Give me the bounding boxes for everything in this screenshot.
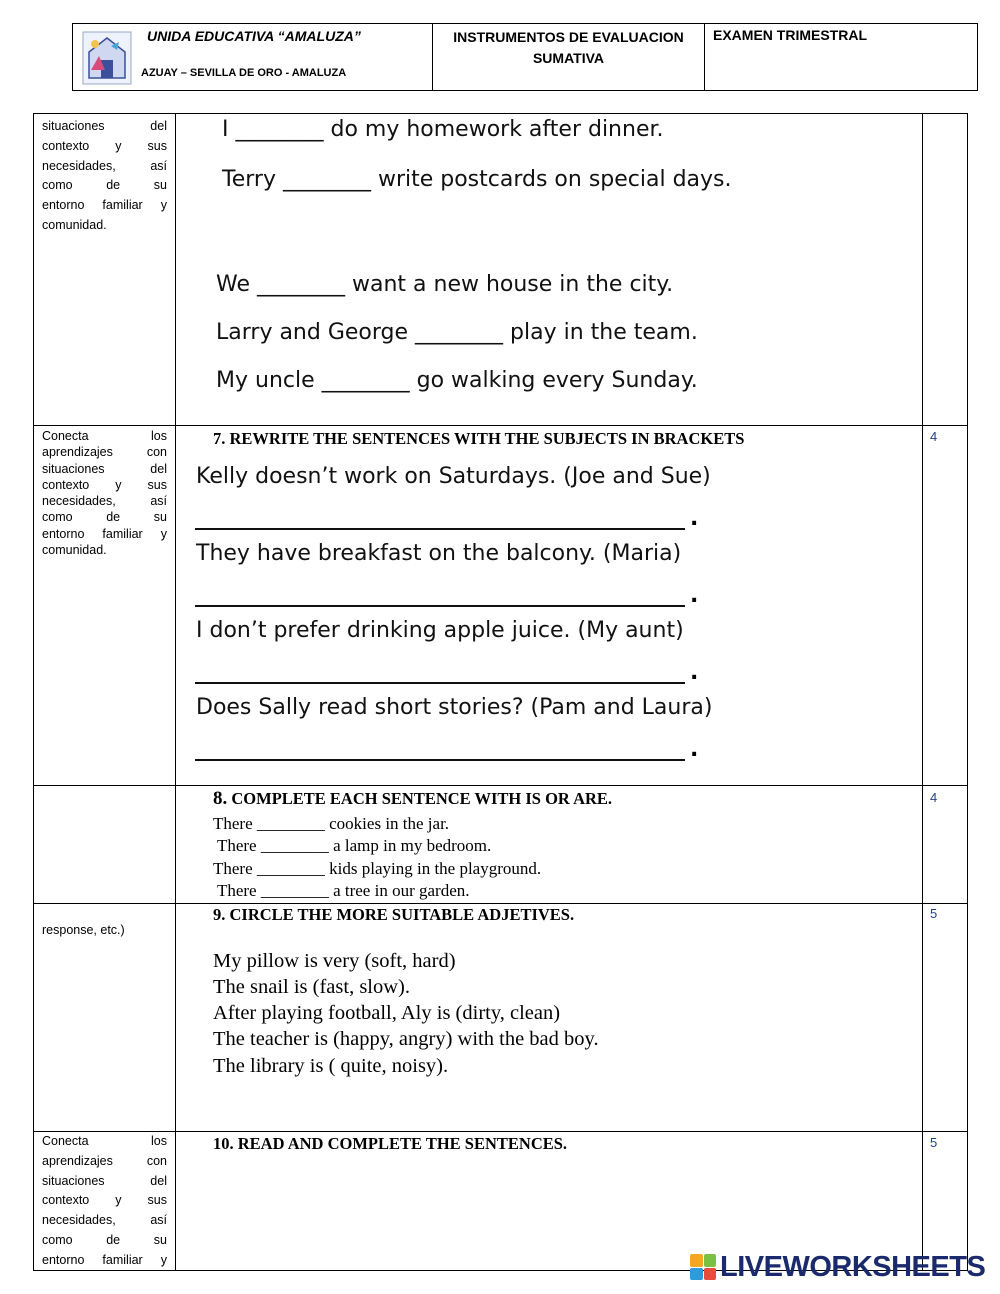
logo-square	[704, 1254, 717, 1267]
rewrite-sentence: Kelly doesn’t work on Saturdays. (Joe and Sue)	[196, 464, 711, 489]
answer-line-period: .	[690, 737, 699, 762]
exam-type: EXAMEN TRIMESTRAL	[713, 27, 867, 43]
school-name: UNIDA EDUCATIVA “AMALUZA”	[147, 28, 361, 44]
school-location: AZUAY – SEVILLA DE ORO - AMALUZA	[141, 67, 347, 79]
criteria-line: entorno familiar y	[42, 198, 167, 213]
answer-line-period: .	[690, 660, 699, 685]
criteria-line: necesidades, así	[42, 494, 167, 509]
question-8-score: 4	[930, 790, 938, 805]
exercise-sentence: I ________ do my homework after dinner.	[222, 117, 664, 142]
exercise-sentence: We ________ want a new house in the city.	[216, 272, 674, 297]
criteria-line: necesidades, así	[42, 158, 167, 173]
criteria-line: contexto y sus	[42, 477, 167, 492]
answer-line[interactable]	[195, 682, 685, 684]
school-crest-icon	[81, 30, 133, 86]
exam-table	[33, 113, 968, 1271]
logo-square	[690, 1254, 703, 1267]
header-school-cell	[73, 24, 433, 90]
fill-sentence: There ________ a tree in our garden.	[213, 881, 470, 900]
answer-line[interactable]	[195, 759, 685, 761]
answer-line[interactable]	[195, 605, 685, 607]
adjective-sentence[interactable]: The library is ( quite, noisy).	[213, 1055, 449, 1077]
question-7-score: 4	[930, 429, 938, 444]
answer-line[interactable]	[195, 528, 685, 530]
fill-sentence: There ________ kids playing in the playground.	[213, 859, 542, 878]
liveworksheets-logo-text: LIVEWORKSHEETS	[720, 1250, 986, 1283]
instrument-line1: INSTRUMENTOS DE EVALUACION	[453, 29, 684, 45]
liveworksheets-logo-icon	[690, 1254, 716, 1280]
criteria-line: aprendizajes con	[42, 445, 167, 460]
criteria-line: como de su	[42, 178, 167, 193]
criteria-line: Conecta los	[42, 429, 167, 443]
criteria-line: como de su	[42, 1232, 167, 1247]
question-8-text: COMPLETE EACH SENTENCE WITH IS OR ARE.	[231, 789, 613, 808]
criteria-line: aprendizajes con	[42, 1153, 167, 1168]
criteria-line: situaciones del	[42, 1173, 167, 1188]
logo-square	[704, 1268, 717, 1281]
question-10-score: 5	[930, 1135, 938, 1150]
question-10-title: 10. READ AND COMPLETE THE SENTENCES.	[213, 1134, 568, 1153]
rewrite-sentence: Does Sally read short stories? (Pam and Laura)	[196, 695, 713, 720]
header-instrument-cell	[433, 24, 705, 90]
criteria-line: entorno familiar y	[42, 526, 167, 541]
row-divider	[34, 785, 967, 786]
exercise-sentence: Larry and George ________ play in the team.	[216, 320, 698, 345]
criteria-line: entorno familiar y	[42, 1252, 167, 1267]
question-8-number: 8.	[213, 788, 228, 809]
criteria-text	[42, 117, 167, 236]
criteria-line: Conecta los	[42, 1134, 167, 1148]
criteria-line: situaciones del	[42, 461, 167, 476]
criteria-line: contexto y sus	[42, 1193, 167, 1208]
exercise-sentence: Terry ________ write postcards on special days.	[222, 167, 732, 192]
criteria-line: situaciones del	[42, 119, 167, 133]
answer-line-period: .	[690, 583, 699, 608]
row-divider	[34, 1131, 967, 1132]
criteria-line: contexto y sus	[42, 138, 167, 153]
fill-sentence: There ________ a lamp in my bedroom.	[213, 836, 492, 855]
header-exam-cell	[705, 24, 977, 90]
exercise-sentence: My uncle ________ go walking every Sunday.	[216, 368, 698, 393]
header-table	[72, 23, 978, 91]
criteria-text	[42, 428, 167, 558]
criteria-line: necesidades, así	[42, 1213, 167, 1228]
adjective-sentence[interactable]: My pillow is very (soft, hard)	[213, 950, 456, 972]
adjective-sentence[interactable]: After playing football, Aly is (dirty, clean)	[213, 1002, 561, 1024]
question-9-score: 5	[930, 906, 938, 921]
column-divider	[175, 114, 176, 1270]
rewrite-sentence: They have breakfast on the balcony. (Maria)	[196, 541, 682, 566]
adjective-sentence[interactable]: The snail is (fast, slow).	[213, 976, 410, 998]
criteria-text	[42, 1132, 167, 1271]
liveworksheets-watermark[interactable]	[690, 1250, 985, 1284]
criteria-line: comunidad.	[42, 543, 107, 558]
row-divider	[34, 425, 967, 426]
question-7-title: 7. REWRITE THE SENTENCES WITH THE SUBJECTS IN BRACKETS	[213, 429, 745, 448]
criteria-text: response, etc.)	[42, 923, 125, 937]
column-divider	[922, 114, 923, 1270]
fill-sentence: There ________ cookies in the jar.	[213, 814, 450, 833]
logo-square	[690, 1268, 703, 1281]
question-9-title: 9. CIRCLE THE MORE SUITABLE ADJETIVES.	[213, 905, 575, 924]
rewrite-sentence: I don’t prefer drinking apple juice. (My aunt)	[196, 618, 684, 643]
question-8-title	[213, 788, 612, 810]
adjective-sentence[interactable]: The teacher is (happy, angry) with the bad boy.	[213, 1028, 599, 1050]
answer-line-period: .	[690, 506, 699, 531]
criteria-line: como de su	[42, 510, 167, 525]
instrument-line2: SUMATIVA	[532, 50, 605, 66]
criteria-line: comunidad.	[42, 217, 107, 232]
row-divider	[34, 903, 967, 904]
